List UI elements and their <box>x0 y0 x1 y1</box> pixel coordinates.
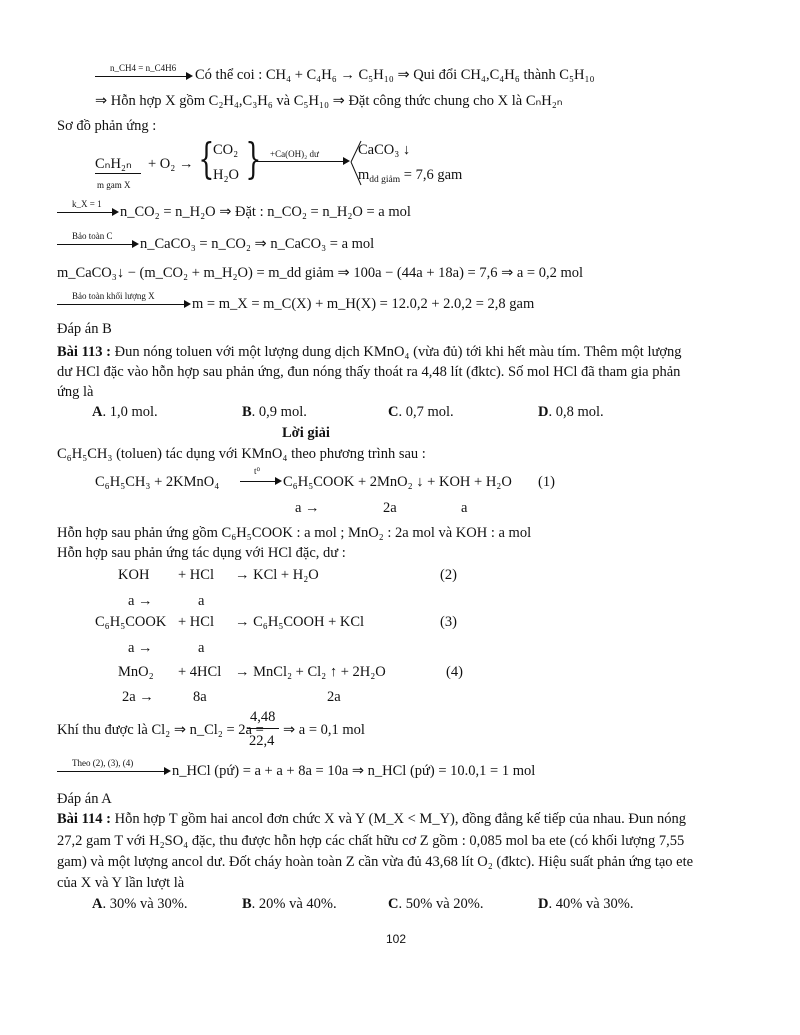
fraction-numerator: 4,48 <box>250 709 276 725</box>
problem-113: Bài 113 : Đun nóng toluen với một lượng dung dịch KMnO₄ (vừa đủ) tới khi hết màu tím. Thêm một lượng <box>57 344 682 360</box>
arrow-head-icon <box>184 300 191 308</box>
option-b: B. 0,9 mol. <box>242 404 307 420</box>
reaction-arrow <box>57 304 185 305</box>
scheme-mdd: $m_{dd giảm} = 7,6$ gam <box>358 167 463 185</box>
scheme-reactant: CₙH₂ₙ <box>95 156 132 172</box>
scheme-h2o: H₂O <box>213 167 239 183</box>
scheme-co2: CO₂ <box>213 142 239 158</box>
option-a: A. 30% và 30%. <box>92 896 188 912</box>
fraction-denominator: 22,4 <box>249 733 275 749</box>
page-number: 102 <box>386 932 407 946</box>
option-c: C. 0,7 mol. <box>388 404 454 420</box>
text-line: gam) và một lượng ancol dư. Đốt cháy hoàn toàn Z cần vừa đủ 43,68 lít O₂ (đktc). Hiệu suất phản ứng tạo ete <box>57 854 694 870</box>
scheme-caco3: CaCO₃ ↓ <box>358 142 411 158</box>
eq4-mol: 8a <box>193 689 207 705</box>
answer: Đáp án B <box>57 321 112 337</box>
eq1-right: C₆H₅COOK + 2MnO₂ ↓ + KOH + H₂O <box>283 474 512 490</box>
eq3-r2: + HCl <box>178 614 214 630</box>
arrow-head-icon <box>164 767 171 775</box>
scheme-plus-o2: + O₂ → <box>148 156 194 172</box>
arrow-head-icon <box>186 72 193 80</box>
arrow-label: +Ca(OH)₂ dư <box>270 149 319 159</box>
fraction-bar <box>247 728 279 729</box>
arrow-label: Bảo toàn khối lượng X <box>72 291 155 301</box>
eq-number: (3) <box>440 614 457 630</box>
eq2-r2: + HCl <box>178 567 214 583</box>
reaction-arrow <box>240 481 276 482</box>
eq-number: (4) <box>446 664 463 680</box>
text-line: Hỗn hợp sau phản ứng tác dụng với HCl đặc, dư : <box>57 545 346 561</box>
problem-114: Bài 114 : Hỗn hợp T gồm hai ancol đơn chức X và Y (M_X < M_Y), đồng đẳng kế tiếp của nhau. Đun nóng <box>57 811 687 827</box>
eq3-products: → C₆H₅COOH + KCl <box>235 614 365 630</box>
arrow-head-icon <box>132 240 139 248</box>
text-line: ứng là <box>57 384 94 400</box>
text-line: Có thể coi : CH₄ + C₄H₆ → C₅H₁₀ ⇒ Qui đổi CH₄,C₄H₆ thành C₅H₁₀ <box>195 67 595 83</box>
text-line: m = m_X = m_C(X) + m_H(X) = 12.0,2 + 2.0,2 = 2,8 gam <box>192 296 535 312</box>
option-b: B. 20% và 40%. <box>242 896 337 912</box>
left-brace-icon: { <box>198 134 215 183</box>
text-line: dư HCl đặc vào hỗn hợp sau phản ứng, đun nóng thấy thoát ra 4,48 lít (đktc). Số mol HCl đã tham gia phản <box>57 364 681 380</box>
eq2-mol: a <box>198 593 205 609</box>
arrow-label: n_CH4 = n_C4H6 <box>110 63 177 73</box>
text-line: m_CaCO₃↓ − (m_CO₂ + m_H₂O) = m_dd giảm ⇒ 100a − (44a + 18a) = 7,6 ⇒ a = 0,2 mol <box>57 265 584 281</box>
text-line: n_HCl (pứ) = a + a + 8a = 10a ⇒ n_HCl (pứ) = 10.0,1 = 1 mol <box>172 763 536 779</box>
text-line: Sơ đồ phản ứng : <box>57 118 157 134</box>
eq2-products: → KCl + H₂O <box>235 567 319 583</box>
eq2-mol: a → <box>128 593 153 609</box>
option-d: D. 40% và 30%. <box>538 896 634 912</box>
text-line: C₆H₅CH₃ (toluen) tác dụng với KMnO₄ theo phương trình sau : <box>57 446 426 462</box>
eq4-r1: MnO₂ <box>118 664 154 680</box>
option-c: C. 50% và 20%. <box>388 896 484 912</box>
eq2-r1: KOH <box>118 567 150 583</box>
text-line: ⇒ Hỗn hợp X gồm C₂H₄,C₃H₆ và C₅H₁₀ ⇒ Đặt công thức chung cho X là CₙH₂ₙ <box>95 93 563 109</box>
text-line: n_CaCO₃ = n_CO₂ ⇒ n_CaCO₃ = a mol <box>140 236 375 252</box>
reaction-arrow <box>256 161 344 162</box>
text-line: 27,2 gam T với H₂SO₄ đặc, thu được hỗn hợp các chất hữu cơ Z gồm : 0,085 mol ba ete (có khối lượng 7,55 <box>57 833 685 849</box>
arrow-head-icon <box>275 477 282 485</box>
eq1-mol: a <box>461 500 468 516</box>
solution-title: Lời giải <box>282 425 330 441</box>
option-a: A. 1,0 mol. <box>92 404 158 420</box>
text-line: Hỗn hợp sau phản ứng gồm C₆H₅COOK : a mol ; MnO₂ : 2a mol và KOH : a mol <box>57 525 532 541</box>
underbrace <box>95 173 141 174</box>
arrow-label: k_X = 1 <box>72 199 102 209</box>
option-d: D. 0,8 mol. <box>538 404 604 420</box>
eq4-r2: + 4HCl <box>178 664 222 680</box>
eq4-products: → MnCl₂ + Cl₂ ↑ + 2H₂O <box>235 664 386 680</box>
arrow-head-icon <box>343 157 350 165</box>
reaction-arrow <box>95 76 187 77</box>
eq1-mol: 2a <box>383 500 397 516</box>
scheme-reactant-under: m gam X <box>97 180 131 190</box>
arrow-head-icon <box>112 208 119 216</box>
eq3-mol: a <box>198 640 205 656</box>
reaction-arrow <box>57 212 113 213</box>
eq4-mol: 2a <box>327 689 341 705</box>
text-line: ⇒ a = 0,1 mol <box>283 722 365 738</box>
eq1-mol: a → <box>295 500 320 516</box>
text-line: Khí thu được là Cl₂ ⇒ n_Cl₂ = 2a = <box>57 722 264 738</box>
right-brace-icon: } <box>245 134 262 183</box>
arrow-label: Bảo toàn C <box>72 231 113 241</box>
eq-number: (1) <box>538 474 555 490</box>
eq-number: (2) <box>440 567 457 583</box>
eq3-mol: a → <box>128 640 153 656</box>
arrow-label: Theo (2), (3), (4) <box>72 758 134 768</box>
eq1-left: C₆H₅CH₃ + 2KMnO₄ <box>95 474 220 490</box>
eq3-r1: C₆H₅COOK <box>95 614 167 630</box>
answer: Đáp án A <box>57 791 112 807</box>
reaction-arrow <box>57 244 133 245</box>
text-line: của X và Y lần lượt là <box>57 875 185 891</box>
reaction-arrow <box>57 771 165 772</box>
text-line: n_CO₂ = n_H₂O ⇒ Đặt : n_CO₂ = n_H₂O = a mol <box>120 204 411 220</box>
eq4-mol: 2a → <box>122 689 154 705</box>
arrow-label: t⁰ <box>254 466 261 476</box>
